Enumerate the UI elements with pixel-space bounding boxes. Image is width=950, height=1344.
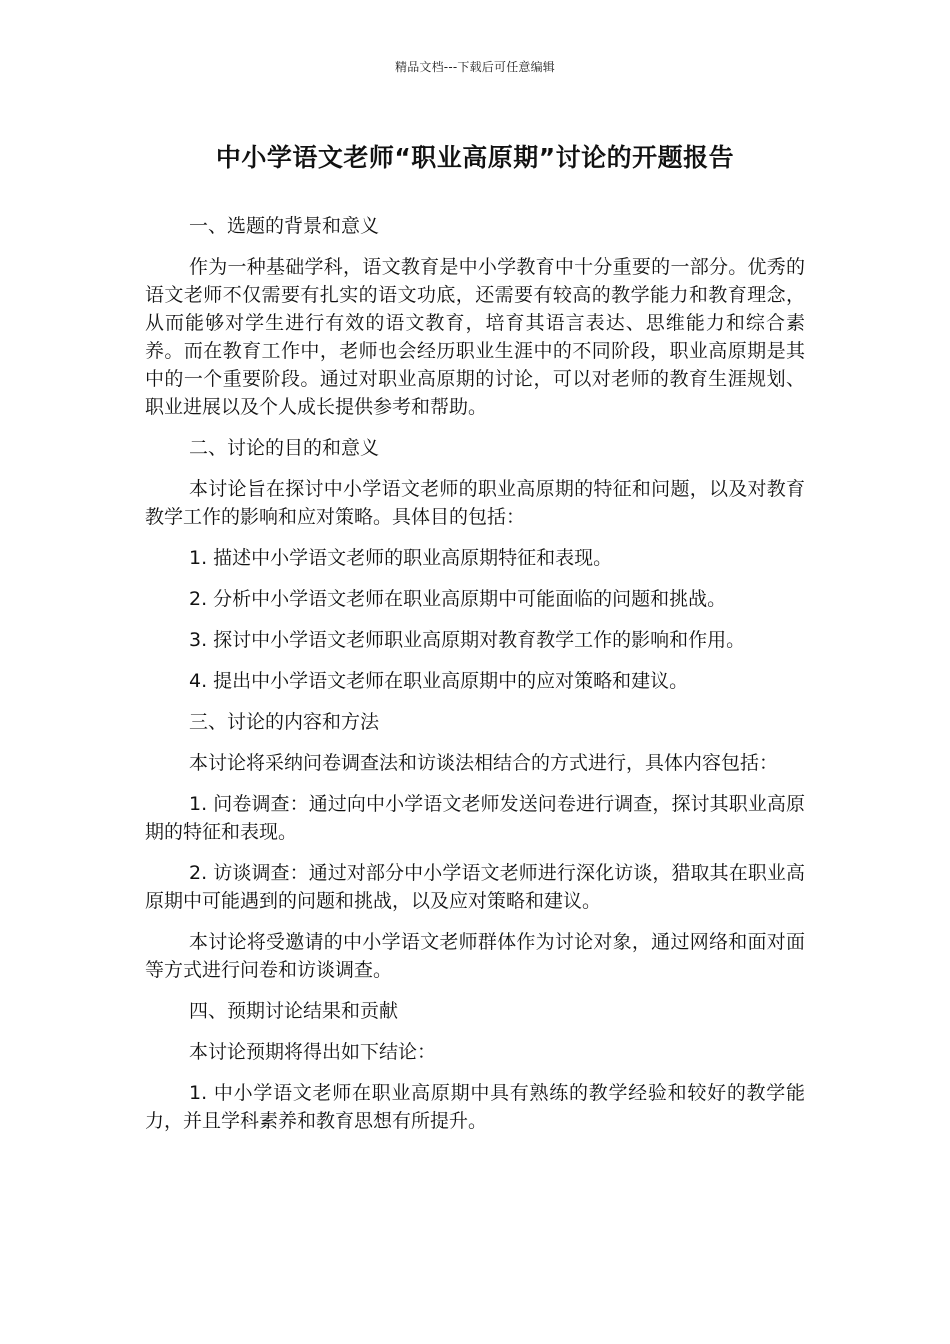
document-title: 中小学语文老师“职业高原期”讨论的开题报告 bbox=[215, 143, 735, 172]
list-item: 4. 提出中小学语文老师在职业高原期中的应对策略和建议。 bbox=[189, 670, 689, 692]
paragraph: 本讨论将受邀请的中小学语文老师群体作为讨论对象，通过网络和面对面等方式进行问卷和访谈调查。 bbox=[145, 931, 805, 981]
paragraph: 本讨论预期将得出如下结论： bbox=[189, 1041, 437, 1063]
paragraph: 本讨论旨在探讨中小学语文老师的职业高原期的特征和问题，以及对教育教学工作的影响和应对策略。具体目的包括： bbox=[145, 478, 805, 528]
list-item: 1. 问卷调查：通过向中小学语文老师发送问卷进行调查，探讨其职业高原期的特征和表现。 bbox=[145, 793, 805, 843]
document-body bbox=[145, 212, 805, 1148]
section-heading-content-method: 三、讨论的内容和方法 bbox=[189, 711, 380, 733]
paragraph: 本讨论将采纳问卷调查法和访谈法相结合的方式进行，具体内容包括： bbox=[189, 752, 779, 774]
section-heading-purpose: 二、讨论的目的和意义 bbox=[189, 437, 380, 459]
list-item: 3. 探讨中小学语文老师职业高原期对教育教学工作的影响和作用。 bbox=[189, 629, 746, 651]
list-item: 2. 访谈调查：通过对部分中小学语文老师进行深化访谈，猎取其在职业高原期中可能遇到的问题和挑战，以及应对策略和建议。 bbox=[145, 862, 805, 912]
header-note: 精品文档---下载后可任意编辑 bbox=[395, 60, 555, 74]
list-item: 1. 中小学语文老师在职业高原期中具有熟练的教学经验和较好的教学能力，并且学科素养和教育思想有所提升。 bbox=[145, 1082, 805, 1132]
paragraph: 作为一种基础学科，语文教育是中小学教育中十分重要的一部分。优秀的语文老师不仅需要有扎实的语文功底，还需要有较高的教学能力和教育理念，从而能够对学生进行有效的语文教育，培育其语言表达、思维能力和综合素养。而在教育工作中，老师也会经历职业生涯中的不同阶段，职业高原期是其中的一个重要阶段。通过对职业高原期的讨论，可以对老师的教育生涯规划、职业进展以及个人成长提供参考和帮助。 bbox=[145, 256, 805, 418]
list-item: 1. 描述中小学语文老师的职业高原期特征和表现。 bbox=[189, 547, 613, 569]
section-heading-background: 一、选题的背景和意义 bbox=[189, 215, 380, 237]
list-item: 2. 分析中小学语文老师在职业高原期中可能面临的问题和挑战。 bbox=[189, 588, 727, 610]
section-heading-expected-results: 四、预期讨论结果和贡献 bbox=[189, 1000, 399, 1022]
